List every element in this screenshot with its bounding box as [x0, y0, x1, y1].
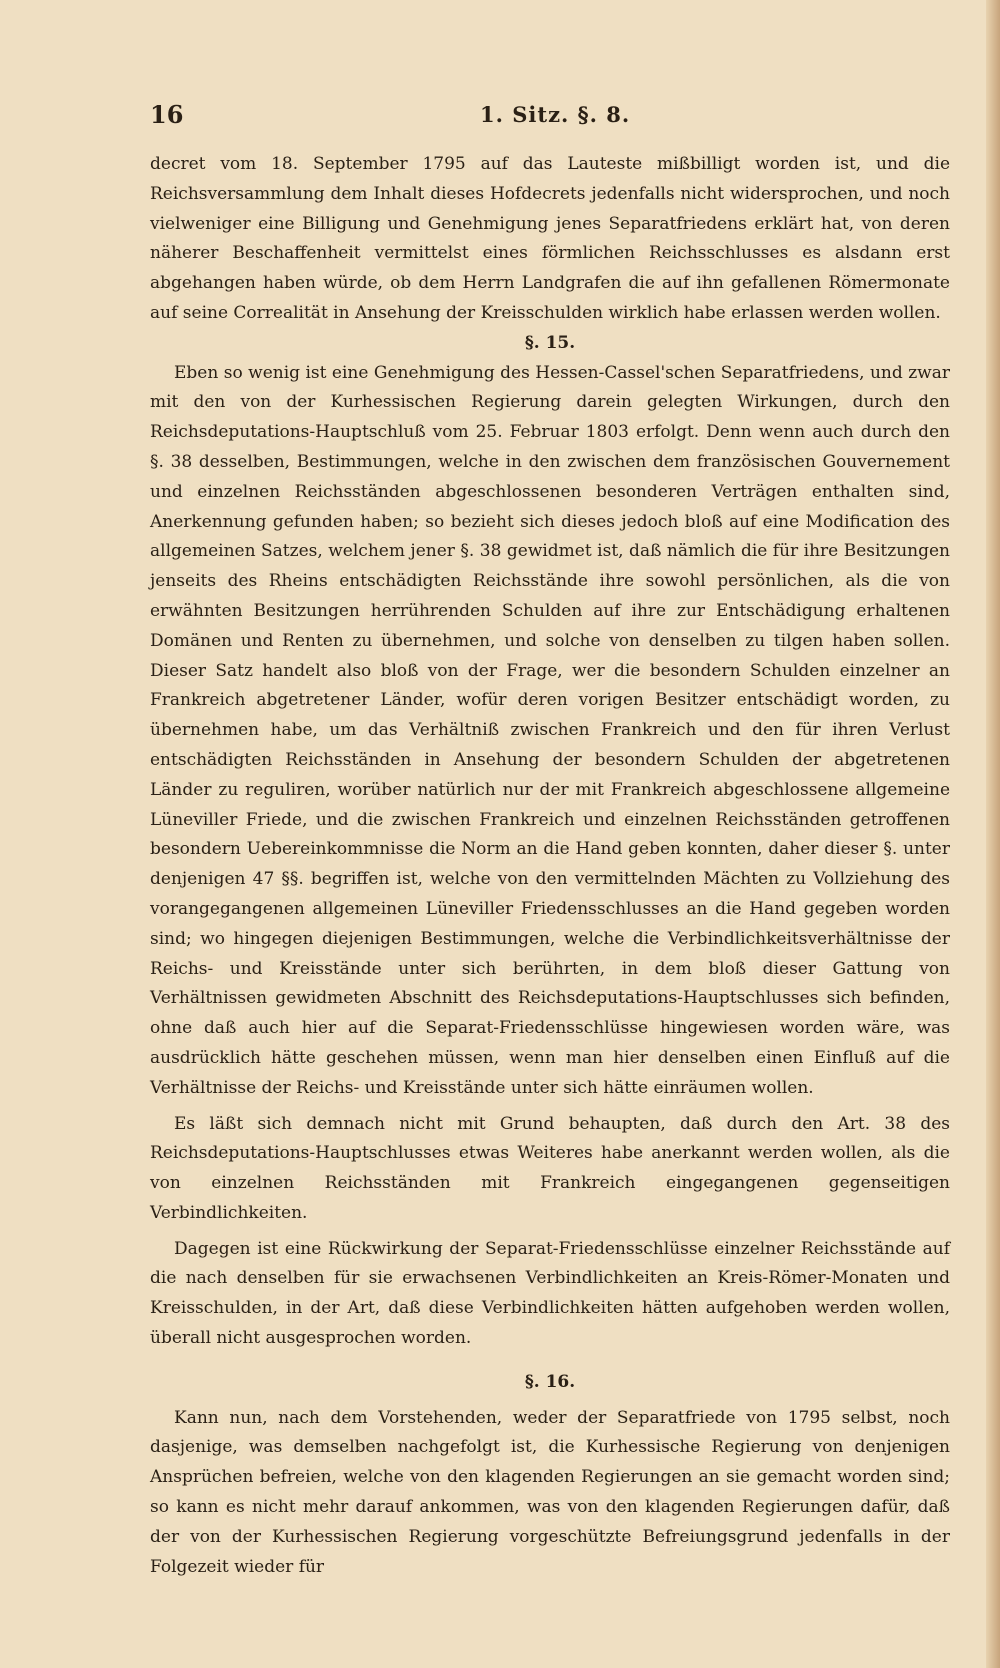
page-header: [150, 100, 950, 140]
running-head: 1. Sitz. §. 8.: [480, 102, 631, 127]
paragraph-3: Es läßt sich demnach nicht mit Grund behaupten, daß durch den Art. 38 des Reichsdeputations-Hauptschlusses etwas Weiteres habe anerkannt werden wollen, als die von einzelnen Reichsständen mit Frankreich eingegangenen gegenseitigen Verbindlichkeiten.: [150, 1113, 950, 1223]
section-heading-15: §. 15.: [524, 332, 576, 353]
paragraph-1: decret vom 18. September 1795 auf das Lauteste mißbilligt worden ist, und die Reichsversammlung dem Inhalt dieses Hofdecrets jedenfalls nicht widersprochen, und noch vielweniger eine Billigung und Genehmigung jenes Separatfriedens erklärt hat, von deren näherer Beschaffenheit vermittelst eines förmlichen Reichsschlusses es alsdann erst abgehangen haben würde, ob dem Herrn Landgrafen die auf ihn gefallenen Römermonate auf seine Correalität in Ansehung der Kreisschulden wirklich habe erlassen werden wollen.: [150, 154, 950, 323]
page-edge-shadow: [986, 0, 1000, 1668]
page-number: 16: [150, 100, 184, 129]
body-text: [150, 150, 950, 1582]
paragraph-5: Kann nun, nach dem Vorstehenden, weder der Separatfriede von 1795 selbst, noch dasjenige, was demselben nachgefolgt ist, die Kurhessische Regierung von denjenigen Ansprüchen befreien, welche von den klagenden Regierungen an sie gemacht worden sind; so kann es nicht mehr darauf ankommen, was von den klagenden Regierungen dafür, daß der von der Kurhessischen Regierung vorgeschützte Befreiungsgrund jedenfalls in der Folgezeit wieder für: [150, 1407, 950, 1577]
section-heading-16: §. 16.: [524, 1371, 576, 1392]
paragraph-4: Dagegen ist eine Rückwirkung der Separat-Friedensschlüsse einzelner Reichsstände auf die nach denselben für sie erwachsenen Verbindlichkeiten an Kreis-Römer-Monaten und Kreisschulden, in der Art, daß diese Verbindlichkeiten hätten aufgehoben werden wollen, überall nicht ausgesprochen worden.: [150, 1238, 950, 1349]
paragraph-2: Eben so wenig ist eine Genehmigung des Hessen-Cassel'schen Separatfriedens, und zwar mit den von der Kurhessischen Regierung darein gelegten Wirkungen, durch den Reichsdeputations-Hauptschluß vom 25. Februar 1803 erfolgt. Denn wenn auch durch den §. 38 desselben, Bestimmungen, welche in den zwischen dem französischen Gouvernement und einzelnen Reichsständen abgeschlossenen besonderen Verträgen enthalten sind, Anerkennung gefunden haben; so bezieht sich dieses jedoch bloß auf eine Modification des allgemeinen Satzes, welchem jener §. 38 gewidmet ist, daß nämlich die für ihre Besitzungen jenseits des Rheins entschädigten Reichsstände ihre sowohl persönlichen, als die von erwähnten Besitzungen herrührenden Schulden auf ihre zur Entschädigung erhaltenen Domänen und Renten zu übernehmen, und solche von denselben zu tilgen haben sollen. Dieser Satz handelt also bloß von der Frage, wer die besondern Schulden einzelner an Frankreich abgetretener Länder, wofür deren vorigen Besitzer entschädigt worden, zu übernehmen habe, um das Verhältniß zwischen Frankreich und den für ihren Verlust entschädigten Reichsständen in Ansehung der besondern Schulden der abgetretenen Länder zu reguliren, worüber natürlich nur der mit Frankreich abgeschlossene allgemeine Lüneviller Friede, und die zwischen Frankreich und einzelnen Reichsständen getroffenen besondern Uebereinkommnisse die Norm an die Hand geben konnten, daher dieser §. unter denjenigen 47 §§. begriffen ist, welche von den vermittelnden Mächten zu Vollziehung des vorangegangenen allgemeinen Lüneviller Friedensschlusses an die Hand gegeben worden sind; wo hingegen diejenigen Bestimmungen, welche die Verbindlichkeitsverhältnisse der Reichs- und Kreisstände unter sich berührten, in dem bloß dieser Gattung von Verhältnissen gewidmeten Abschnitt des Reichsdeputations-Hauptschlusses sich befinden, ohne daß auch hier auf die Separat-Friedensschlüsse hingewiesen worden wäre, was ausdrücklich hätte geschehen müssen, wenn man hier denselben einen Einfluß auf die Verhältnisse der Reichs- und Kreisstände unter sich hätte einräumen wollen.: [150, 362, 950, 1098]
